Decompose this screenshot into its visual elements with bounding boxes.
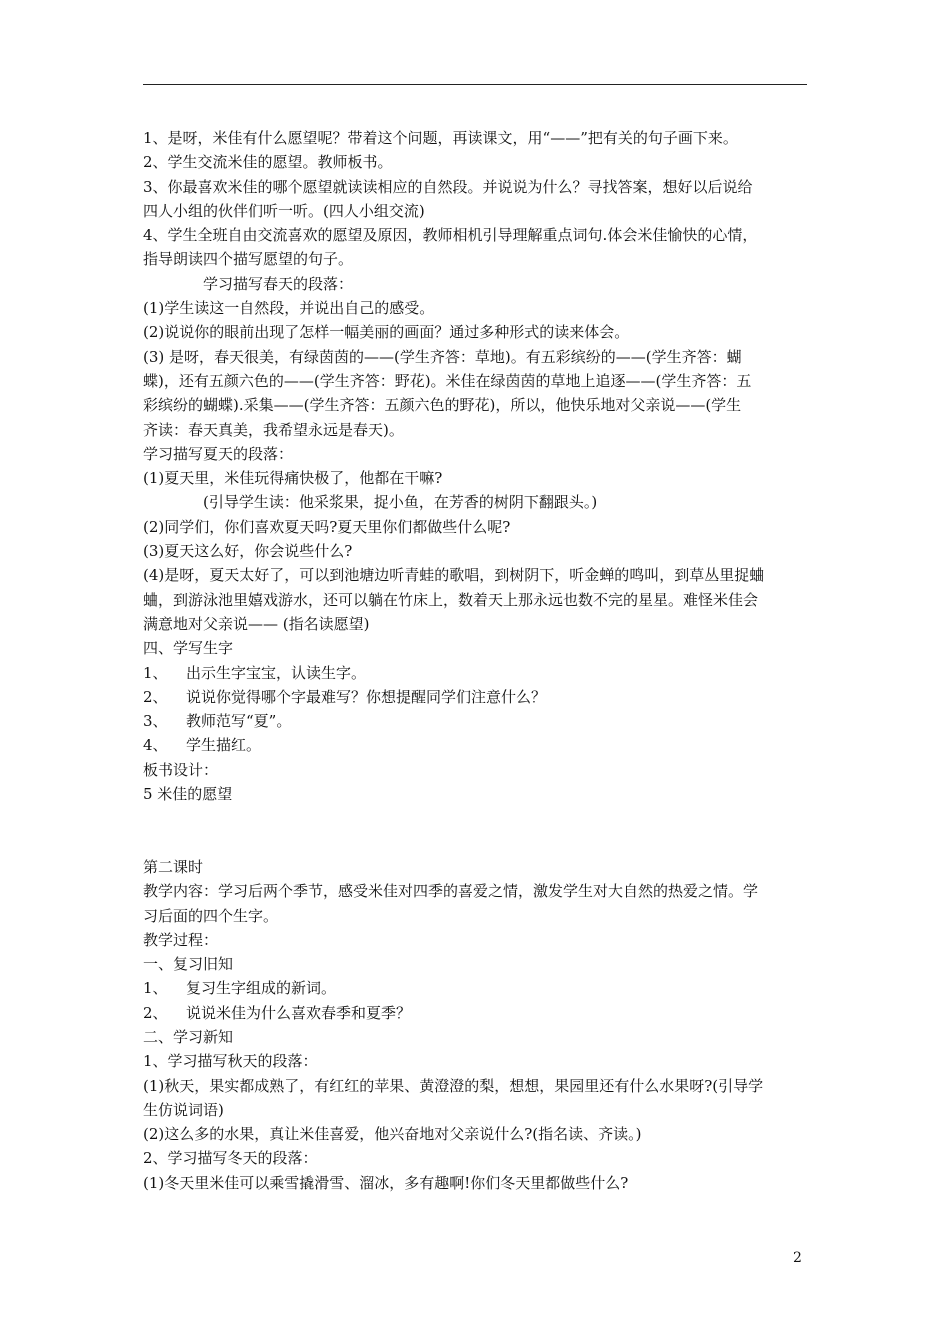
summer-question-1: (1)夏天里，米佳玩得痛快极了，他都在干嘛?	[143, 469, 443, 488]
list-item-text: 说说你觉得哪个字最难写？你想提醒同学们注意什么？	[186, 687, 547, 706]
list-item	[143, 685, 807, 709]
text-line: 四人小组的伙伴们听一听。(四人小组交流)	[143, 201, 425, 220]
board-title: 5 米佳的愿望	[143, 785, 233, 804]
text-line: 习后面的四个生字。	[143, 906, 279, 925]
text-line: 4、学生全班自由交流喜欢的愿望及原因，教师相机引导理解重点词句.体会米佳愉快的心情，	[143, 226, 758, 245]
text-line: (1)冬天里米佳可以乘雪撬滑雪、溜冰，多有趣啊!你们冬天里都做些什么?	[143, 1173, 629, 1192]
text-line: 齐读：春天真美，我希望永远是春天)。	[143, 420, 404, 439]
list-item-number: 1、	[143, 979, 168, 998]
text-line: 指导朗读四个描写愿望的句子。	[143, 250, 354, 269]
list-item-text: 说说米佳为什么喜欢春季和夏季？	[186, 1003, 412, 1022]
text-line: (2)同学们，你们喜欢夏天吗?夏天里你们都做些什么呢?	[143, 517, 511, 536]
board-heading: 板书设计：	[143, 760, 219, 779]
lesson-steps	[143, 126, 807, 272]
text-line: (2)这么多的水果，真让米佳喜爱，他兴奋地对父亲说什么?(指名读、齐读。)	[143, 1125, 642, 1144]
spacer	[143, 806, 807, 855]
text-line: 教学内容：学习后两个季节，感受米佳对四季的喜爱之情，激发学生对大自然的热爱之情。学	[143, 882, 759, 901]
list-item-text: 教师范写“夏”。	[186, 712, 292, 731]
list-item	[143, 709, 807, 733]
text-line: (1)学生读这一自然段，并说出自己的感受。	[143, 299, 435, 318]
header-rule	[143, 84, 807, 85]
text-line: (1)秋天，果实都成熟了，有红红的苹果、黄澄澄的梨，想想，果园里还有什么水果呀?(引导学	[143, 1076, 764, 1095]
text-line: (4)是呀，夏天太好了，可以到池塘边听青蛙的歌唱，到树阴下，听金蝉的鸣叫，到草丛里捉蛐	[143, 566, 765, 585]
text-line: 蝶)，还有五颜六色的——(学生齐答：野花)。米佳在绿茵茵的草地上追逐——(学生齐答：五	[143, 371, 752, 390]
list-item-number: 4、	[143, 736, 168, 755]
summer-section	[143, 515, 807, 636]
section4-list	[143, 661, 807, 758]
section4-heading: 四、学写生字	[143, 639, 234, 658]
list-item	[143, 976, 807, 1000]
text-line: 满意地对父亲说—— (指名读愿望)	[143, 614, 370, 633]
document-body	[143, 126, 807, 1195]
lesson2-title: 第二课时	[143, 857, 204, 876]
text-line: (3) 是呀，春天很美，有绿茵茵的——(学生齐答：草地)。有五彩缤纷的——(学生齐答：蝴	[143, 347, 742, 366]
spring-section	[143, 296, 807, 442]
process-heading: 教学过程：	[143, 930, 219, 949]
text-line: 2、学习描写冬天的段落：	[143, 1149, 318, 1168]
list-item-text: 复习生字组成的新词。	[186, 979, 337, 998]
text-line: 2、学生交流米佳的愿望。教师板书。	[143, 153, 393, 172]
text-line: 生仿说词语)	[143, 1100, 224, 1119]
text-line: 1、是呀，米佳有什么愿望呢？带着这个问题，再读课文，用“——”把有关的句子画下来。	[143, 129, 738, 147]
text-line: 1、学习描写秋天的段落：	[143, 1052, 318, 1071]
list-item-number: 1、	[143, 663, 168, 682]
page-number: 2	[793, 1250, 802, 1266]
text-line: 蛐，到游泳池里嬉戏游水，还可以躺在竹床上，数着天上那永远也数不完的星星。难怪米佳会	[143, 590, 759, 609]
text-line: 3、你最喜欢米佳的哪个愿望就读读相应的自然段。并说说为什么？寻找答案，想好以后说给	[143, 177, 753, 196]
list-item	[143, 1001, 807, 1025]
list-item-number: 3、	[143, 712, 168, 731]
text-line: (2)说说你的眼前出现了怎样一幅美丽的画面？通过多种形式的读来体会。	[143, 323, 630, 342]
list-item-number: 2、	[143, 1003, 168, 1022]
review-list	[143, 976, 807, 1025]
new-heading: 二、学习新知	[143, 1027, 234, 1046]
list-item-text: 出示生字宝宝，认读生字。	[186, 663, 367, 682]
list-item-text: 学生描红。	[186, 736, 262, 755]
spring-heading: 学习描写春天的段落：	[203, 274, 354, 293]
list-item	[143, 661, 807, 685]
text-line: (3)夏天这么好，你会说些什么?	[143, 542, 353, 561]
autumn-winter-section	[143, 1049, 807, 1195]
summer-heading: 学习描写夏天的段落：	[143, 444, 294, 463]
review-heading: 一、复习旧知	[143, 955, 234, 974]
list-item	[143, 733, 807, 757]
list-item-number: 2、	[143, 687, 168, 706]
lesson2-content	[143, 879, 807, 928]
text-line: 彩缤纷的蝴蝶).采集——(学生齐答：五颜六色的野花)，所以，他快乐地对父亲说——(学生	[143, 396, 742, 415]
summer-guide: (引导学生读：他采浆果，捉小鱼，在芳香的树阴下翻跟头。)	[203, 493, 598, 512]
